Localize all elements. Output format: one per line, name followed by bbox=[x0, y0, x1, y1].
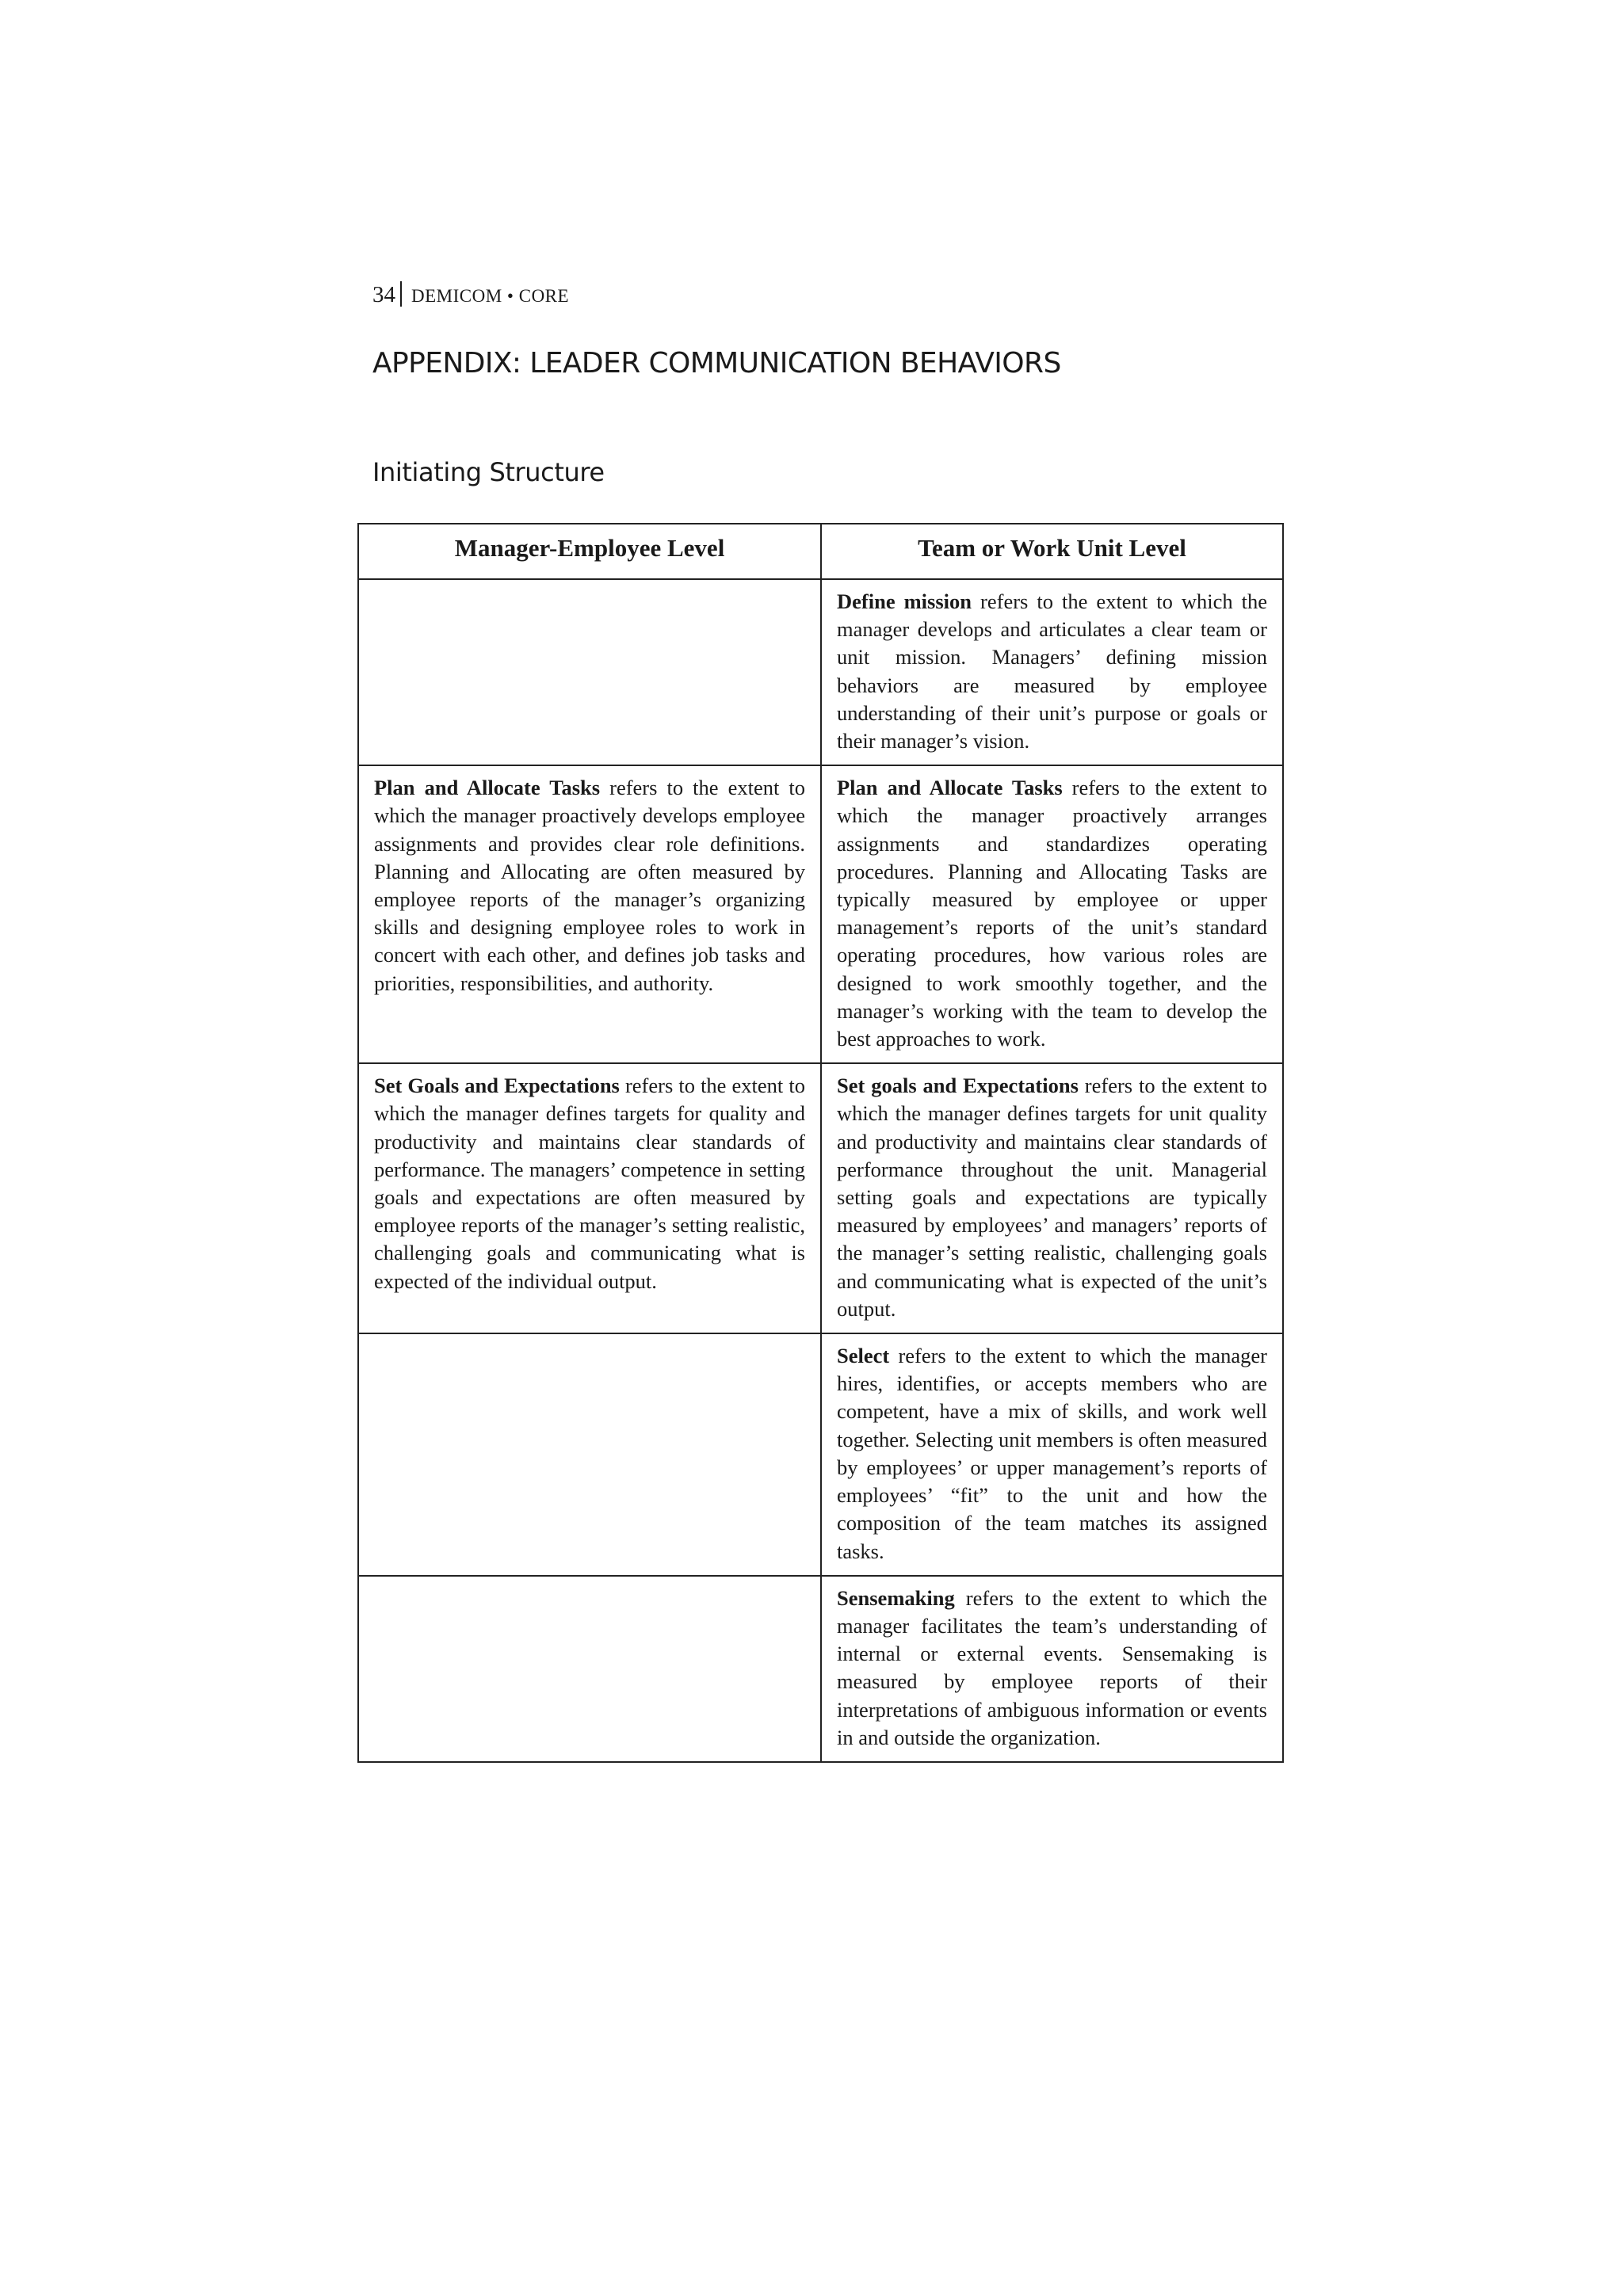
section-subheading: Initiating Structure bbox=[372, 457, 605, 487]
behavior-term: Set Goals and Expectations bbox=[374, 1074, 620, 1098]
publication-name: DEMICOM • CORE bbox=[411, 286, 570, 306]
table-row bbox=[358, 1063, 1283, 1333]
table-cell-manager bbox=[358, 1333, 821, 1576]
behavior-description: refers to the extent to which the manager defines targets for quality and productivity and maintains clear standards of performance. The managers’ competence in setting goals and expectations are often measured by employee reports of the manager’s setting realistic, challenging goals and communicating what is expected of the individual output. bbox=[374, 1074, 805, 1293]
behavior-term: Define mission bbox=[837, 589, 972, 613]
behaviors-table bbox=[357, 523, 1284, 1763]
table-cell-team bbox=[821, 765, 1283, 1063]
behavior-description: refers to the extent to which the manager proactively develops employee assignments and provides clear role definitions. Planning and Allocating are often measured by employee reports of the manager’s organizing skills and designing employee roles to work in concert with each other, and defines job tasks and priorities, responsibilities, and authority. bbox=[374, 776, 805, 995]
table-cell-manager bbox=[358, 765, 821, 1063]
appendix-heading: APPENDIX: LEADER COMMUNICATION BEHAVIORS bbox=[372, 347, 1061, 379]
table-cell-manager bbox=[358, 579, 821, 765]
table-row bbox=[358, 579, 1283, 765]
table-row bbox=[358, 1576, 1283, 1762]
table-cell-manager bbox=[358, 1063, 821, 1333]
column-header-manager-employee: Manager-Employee Level bbox=[358, 524, 821, 579]
behavior-description: refers to the extent to which the manager develops and articulates a clear team or unit mission. Managers’ defining mission behaviors are measured by employee understanding of their unit’s purpose or goals or their manager’s vision. bbox=[837, 589, 1268, 753]
running-head-divider bbox=[400, 281, 402, 307]
behavior-term: Set goals and Expectations bbox=[837, 1074, 1079, 1098]
running-head bbox=[372, 281, 569, 308]
behavior-description: refers to the extent to which the manager facilitates the team’s understanding of internal or external events. Sensemaking is measured by employee reports of their interpretations of ambiguous information or events in and outside the organization. bbox=[837, 1585, 1267, 1749]
table-cell-team bbox=[821, 1576, 1283, 1762]
table-cell-team bbox=[821, 1333, 1283, 1576]
table-row bbox=[358, 765, 1283, 1063]
behavior-term: Sensemaking bbox=[837, 1585, 955, 1610]
table-cell-team bbox=[821, 1063, 1283, 1333]
behavior-term: Select bbox=[837, 1344, 890, 1368]
behavior-description: refers to the extent to which the manager proactively arranges assignments and standardizes operating procedures. Planning and Allocating Tasks are typically measured by employee or upper management’s reports of the unit’s standard operating procedures, how various roles are designed to work smoothly together, and the manager’s working with the team to develop the best approaches to work. bbox=[837, 776, 1267, 1051]
table-header-row bbox=[358, 524, 1283, 579]
table-cell-team bbox=[821, 579, 1283, 765]
column-header-team-unit: Team or Work Unit Level bbox=[821, 524, 1283, 579]
table-row bbox=[358, 1333, 1283, 1576]
behavior-term: Plan and Allocate Tasks bbox=[374, 776, 601, 800]
table-cell-manager bbox=[358, 1576, 821, 1762]
page-number: 34 bbox=[372, 282, 395, 307]
behavior-description: refers to the extent to which the manager hires, identifies, or accepts members who are competent, have a mix of skills, and work well together. Selecting unit members is often measured by employees’ or upper management’s reports of employees’ “fit” to the unit and how the composition of the team matches its assigned tasks. bbox=[837, 1344, 1267, 1563]
behavior-description: refers to the extent to which the manager defines targets for unit quality and productivity and maintains clear standards of performance throughout the unit. Managerial setting goals and expectations are typically measured by employees’ and managers’ reports of the manager’s setting realistic, challenging goals and communicating what is expected of the unit’s output. bbox=[837, 1074, 1267, 1321]
behavior-term: Plan and Allocate Tasks bbox=[837, 776, 1063, 800]
